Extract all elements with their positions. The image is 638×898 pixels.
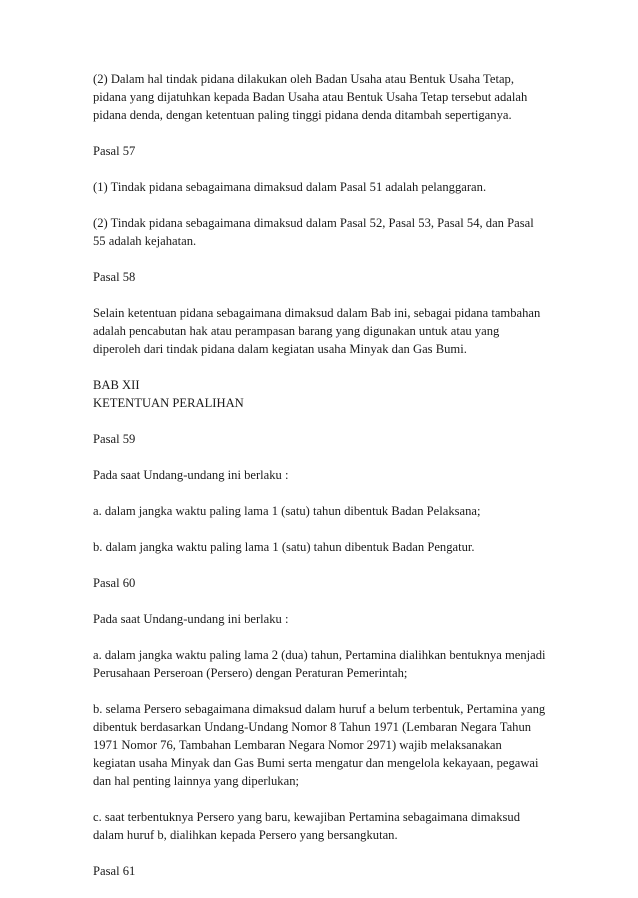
body-paragraph [93,466,553,484]
body-paragraph [93,700,553,790]
text-line: Pasal 57 [93,144,136,158]
text-line: Pasal 59 [93,432,136,446]
text-line: (1) Tindak pidana sebagaimana dimaksud dalam Pasal 51 adalah pelanggaran. [93,180,487,194]
section-heading [93,142,553,160]
body-paragraph [93,178,553,196]
text-line: Pasal 60 [93,576,136,590]
body-paragraph [93,70,553,124]
text-line: KETENTUAN PERALIHAN [93,396,244,410]
text-line: b. dalam jangka waktu paling lama 1 (satu) tahun dibentuk Badan Pengatur. [93,540,475,554]
section-heading [93,862,553,880]
text-line: a. dalam jangka waktu paling lama 1 (satu) tahun dibentuk Badan Pelaksana; [93,504,481,518]
text-line: dan hal penting lainnya yang diperlukan; [93,774,299,788]
text-line: dalam huruf b, dialihkan kepada Persero yang bersangkutan. [93,828,398,842]
document-page [93,70,553,898]
text-line: pidana yang dijatuhkan kepada Badan Usaha atau Bentuk Usaha Tetap tersebut adalah [93,90,528,104]
body-paragraph [93,538,553,556]
text-line: 1971 Nomor 76, Tambahan Lembaran Negara Nomor 2971) wajib melaksanakan [93,738,502,752]
text-line: 55 adalah kejahatan. [93,234,197,248]
body-paragraph [93,304,553,358]
text-line: b. selama Persero sebagaimana dimaksud dalam huruf a belum terbentuk, Pertamina yang [93,702,546,716]
section-heading [93,268,553,286]
text-line: (2) Tindak pidana sebagaimana dimaksud dalam Pasal 52, Pasal 53, Pasal 54, dan Pasal [93,216,534,230]
body-paragraph [93,610,553,628]
text-line: Pada saat Undang-undang ini berlaku : [93,612,289,626]
text-line: BAB XII [93,378,140,392]
text-line: Pasal 61 [93,864,136,878]
body-paragraph [93,214,553,250]
text-line: Pasal 58 [93,270,136,284]
text-line: diperoleh dari tindak pidana dalam kegiatan usaha Minyak dan Gas Bumi. [93,342,467,356]
section-heading [93,430,553,448]
body-paragraph [93,808,553,844]
text-line: pidana denda, dengan ketentuan paling tinggi pidana denda ditambah sepertiganya. [93,108,512,122]
section-heading [93,376,553,412]
text-line: (2) Dalam hal tindak pidana dilakukan oleh Badan Usaha atau Bentuk Usaha Tetap, [93,72,514,86]
body-paragraph [93,502,553,520]
text-line: Selain ketentuan pidana sebagaimana dimaksud dalam Bab ini, sebagai pidana tambahan [93,306,541,320]
text-line: a. dalam jangka waktu paling lama 2 (dua) tahun, Pertamina dialihkan bentuknya menjadi [93,648,546,662]
text-line: c. saat terbentuknya Persero yang baru, kewajiban Pertamina sebagaimana dimaksud [93,810,520,824]
text-line: Perusahaan Perseroan (Persero) dengan Peraturan Pemerintah; [93,666,408,680]
text-line: dibentuk berdasarkan Undang-Undang Nomor 8 Tahun 1971 (Lembaran Negara Tahun [93,720,532,734]
text-line: Pada saat Undang-undang ini berlaku : [93,468,289,482]
section-heading [93,574,553,592]
text-line: adalah pencabutan hak atau perampasan barang yang digunakan untuk atau yang [93,324,500,338]
text-line: kegiatan usaha Minyak dan Gas Bumi serta mengatur dan mengelola kekayaan, pegawai [93,756,539,770]
body-paragraph [93,646,553,682]
